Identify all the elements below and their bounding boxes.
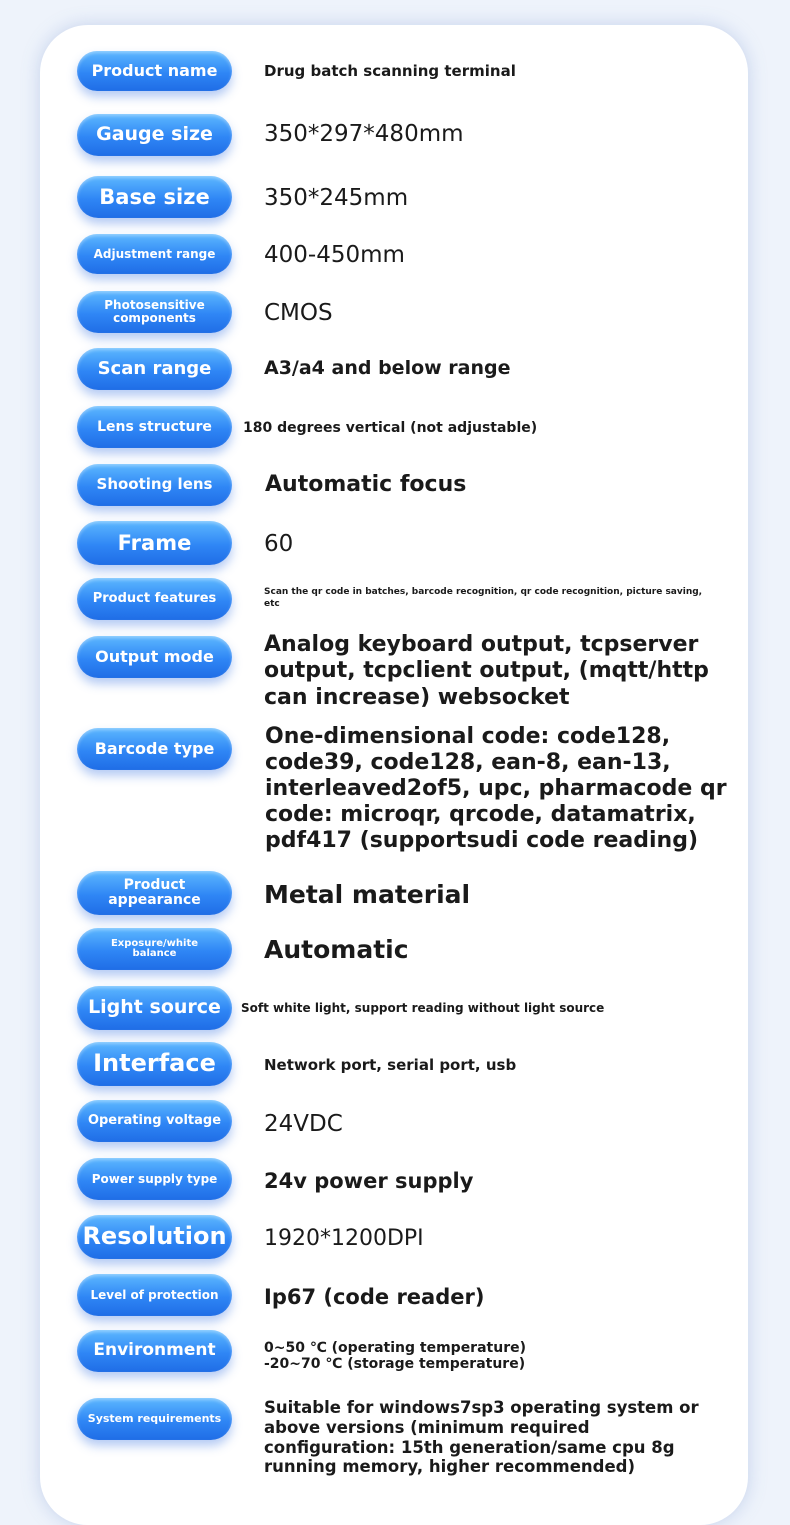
spec-value-scan-range: A3/a4 and below range	[264, 357, 511, 379]
spec-value-lens-structure: 180 degrees vertical (not adjustable)	[243, 420, 538, 436]
spec-label-system-requirements: System requirements	[77, 1398, 232, 1440]
spec-label-gauge-size: Gauge size	[77, 114, 232, 156]
spec-value-product-appearance: Metal material	[264, 880, 471, 909]
spec-label-level-of-protection: Level of protection	[77, 1274, 232, 1316]
spec-label-lens-structure: Lens structure	[77, 406, 232, 448]
spec-value-environment: 0~50 ℃ (operating temperature) -20~70 ℃ (storage temperature)	[264, 1340, 526, 1373]
spec-value-light-source: Soft white light, support reading without light source	[241, 1001, 605, 1015]
spec-value-system-requirements: Suitable for windows7sp3 operating system or above versions (minimum required configuration: 15th generation/same cpu 8g running memory, higher recommended)	[264, 1398, 699, 1477]
spec-value-exposure-white-balance: Automatic	[264, 935, 409, 964]
spec-value-product-features: Scan the qr code in batches, barcode recognition, qr code recognition, picture saving, etc	[264, 587, 703, 609]
spec-label-product-appearance: Product appearance	[77, 871, 232, 915]
spec-label-shooting-lens: Shooting lens	[77, 464, 232, 506]
spec-label-adjustment-range: Adjustment range	[77, 234, 232, 274]
spec-value-power-supply-type: 24v power supply	[264, 1169, 474, 1193]
spec-value-interface: Network port, serial port, usb	[264, 1056, 517, 1074]
spec-label-environment: Environment	[77, 1330, 232, 1372]
spec-label-base-size: Base size	[77, 176, 232, 218]
spec-value-output-mode: Analog keyboard output, tcpserver output, tcpclient output, (mqtt/http can increase) websocket	[264, 632, 709, 710]
spec-label-product-features: Product features	[77, 578, 232, 620]
spec-label-frame: Frame	[77, 521, 232, 565]
spec-value-shooting-lens: Automatic focus	[265, 472, 467, 497]
spec-value-barcode-type: One-dimensional code: code128, code39, code128, ean-8, ean-13, interleaved2of5, upc, pharmacode qr code: microqr, qrcode, datamatrix, pdf417 (supportsudi code reading)	[265, 724, 727, 853]
spec-label-photosensitive-components: Photosensitive components	[77, 291, 232, 333]
spec-label-product-name: Product name	[77, 51, 232, 91]
spec-label-resolution: Resolution	[77, 1215, 232, 1259]
spec-value-base-size: 350*245mm	[264, 185, 409, 211]
spec-value-gauge-size: 350*297*480mm	[264, 121, 464, 147]
spec-value-adjustment-range: 400-450mm	[264, 242, 405, 268]
spec-value-product-name: Drug batch scanning terminal	[264, 62, 516, 80]
spec-label-output-mode: Output mode	[77, 636, 232, 678]
spec-value-photosensitive-components: CMOS	[264, 300, 333, 326]
spec-label-exposure-white-balance: Exposure/white balance	[77, 928, 232, 970]
spec-label-power-supply-type: Power supply type	[77, 1158, 232, 1200]
spec-label-interface: Interface	[77, 1042, 232, 1086]
spec-label-operating-voltage: Operating voltage	[77, 1100, 232, 1142]
spec-value-operating-voltage: 24VDC	[264, 1111, 343, 1137]
spec-label-scan-range: Scan range	[77, 348, 232, 390]
spec-label-barcode-type: Barcode type	[77, 728, 232, 770]
spec-value-frame: 60	[264, 531, 294, 557]
spec-label-light-source: Light source	[77, 986, 232, 1030]
spec-value-level-of-protection: Ip67 (code reader)	[264, 1285, 485, 1309]
spec-value-resolution: 1920*1200DPI	[264, 1226, 424, 1251]
